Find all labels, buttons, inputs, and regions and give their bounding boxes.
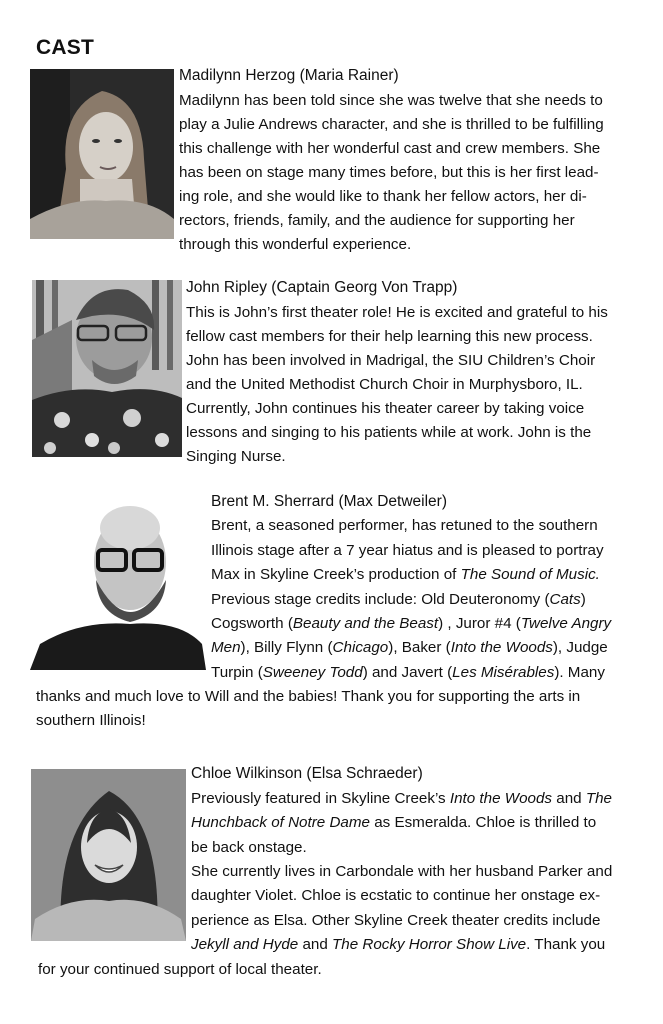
bio-line: play a Julie Andrews character, and she is thrilled to be fulfilling (179, 116, 604, 133)
bio-line: this challenge with her wonderful cast and crew members. She (179, 140, 601, 157)
text-segment: ), Judge (552, 639, 608, 656)
photo-brent-sherrard (30, 494, 206, 670)
italic-title: Chicago (332, 639, 389, 656)
bio-line (191, 811, 596, 835)
italic-title: The Sound of Music. (460, 566, 600, 583)
italic-title: The (585, 790, 612, 807)
text-segment: Brent, a seasoned performer, has retuned to the southern (211, 517, 598, 534)
text-segment: as Esmeralda. Chloe is thrilled to (369, 814, 597, 831)
bio-line (36, 709, 146, 733)
italic-title: Into the Woods (450, 639, 553, 656)
bio-line (211, 563, 600, 587)
italic-title: Cats (549, 591, 581, 608)
text-segment: and (298, 936, 332, 953)
bio-line: has been on stage many times before, but this is her first lead- (179, 164, 599, 181)
text-segment: thanks and much love to Will and the babies! Thank you for supporting the arts in (36, 688, 581, 705)
italic-title: Sweeney Todd (262, 664, 363, 681)
bio-line: John has been involved in Madrigal, the SIU Children’s Choir (186, 352, 596, 369)
text-segment: Illinois stage after a 7 year hiatus and is pleased to portray (211, 542, 604, 559)
photo-chloe-wilkinson (31, 769, 186, 941)
member-name: John Ripley (Captain Georg Von Trapp) (186, 279, 458, 296)
bio-line (211, 661, 605, 685)
italic-title: Twelve Angry (520, 615, 612, 632)
member-name: Brent M. Sherrard (Max Detweiler) (211, 493, 448, 510)
cast-heading: CAST (36, 36, 94, 59)
italic-title: Men (211, 639, 241, 656)
text-segment: daughter Violet. Chloe is ecstatic to continue her onstage ex- (191, 887, 601, 904)
text-segment: She currently lives in Carbondale with her husband Parker and (191, 863, 613, 880)
bio-line (191, 836, 307, 860)
bio-line (36, 685, 580, 709)
bio-line (191, 787, 612, 811)
bio-line (211, 612, 611, 636)
bio-line (211, 539, 604, 563)
bio-line (211, 636, 608, 660)
text-segment: and (552, 790, 586, 807)
text-segment: ), Baker ( (388, 639, 451, 656)
italic-title: Hunchback of Notre Dame (191, 814, 370, 831)
bio-line: lessons and singing to his patients while at work. John is the (186, 424, 592, 441)
text-segment: Previously featured in Skyline Creek’s (191, 790, 450, 807)
bio-line (191, 909, 600, 933)
bio-line: This is John’s first theater role! He is excited and grateful to his (186, 304, 608, 321)
member-name: Madilynn Herzog (Maria Rainer) (179, 67, 399, 84)
bio-line: rectors, friends, family, and the audience for supporting her (179, 212, 575, 229)
photo-madilynn-herzog (30, 69, 174, 239)
italic-title: Beauty and the Beast (292, 615, 439, 632)
text-segment: ) , Juror #4 ( (438, 615, 521, 632)
bio-line (191, 933, 605, 957)
text-segment: southern Illinois! (36, 712, 146, 729)
italic-title: The Rocky Horror Show Live (332, 936, 527, 953)
text-segment: Turpin ( (211, 664, 263, 681)
text-segment: Previous stage credits include: Old Deuteronomy ( (211, 591, 550, 608)
bio-line (211, 588, 586, 612)
text-segment: ), Billy Flynn ( (240, 639, 333, 656)
italic-title: Jekyll and Hyde (191, 936, 299, 953)
text-segment: perience as Elsa. Other Skyline Creek theater credits include (191, 912, 601, 929)
text-segment: Max in Skyline Creek’s production of (211, 566, 461, 583)
bio-line: through this wonderful experience. (179, 236, 412, 253)
bio-line (38, 958, 322, 982)
photo-john-ripley (32, 280, 182, 457)
bio-line: fellow cast members for their help learning this new process. (186, 328, 593, 345)
member-name: Chloe Wilkinson (Elsa Schraeder) (191, 765, 423, 782)
bio-line: and the United Methodist Church Choir in Murphysboro, IL. (186, 376, 583, 393)
bio-line: Singing Nurse. (186, 448, 286, 465)
bio-line: Madilynn has been told since she was twelve that she needs to (179, 92, 603, 109)
bio-line (191, 884, 600, 908)
bio-line: Currently, John continues his theater career by taking voice (186, 400, 585, 417)
text-segment: be back onstage. (191, 839, 307, 856)
text-segment: ) and Javert ( (362, 664, 453, 681)
italic-title: Les Misérables (452, 664, 555, 681)
bio-line: ing role, and she would like to thank her fellow actors, her di- (179, 188, 587, 205)
text-segment: Cogsworth ( (211, 615, 293, 632)
bio-line (191, 860, 612, 884)
text-segment: ) (580, 591, 586, 608)
text-segment: for your continued support of local theater. (38, 961, 322, 978)
bio-line (211, 514, 598, 538)
text-segment: . Thank you (526, 936, 606, 953)
text-segment: ). Many (554, 664, 605, 681)
italic-title: Into the Woods (449, 790, 553, 807)
